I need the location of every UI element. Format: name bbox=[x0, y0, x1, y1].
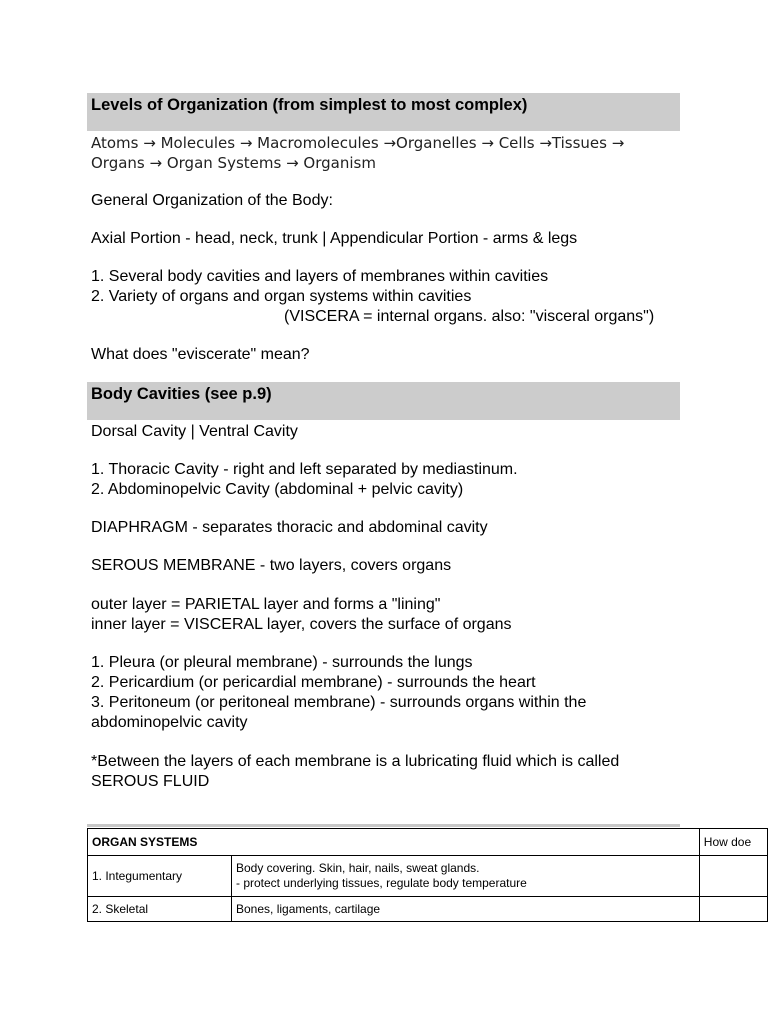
dorsal-ventral-text: Dorsal Cavity | Ventral Cavity bbox=[91, 423, 298, 440]
table-row bbox=[88, 856, 768, 897]
eviscerate-question: What does "eviscerate" mean? bbox=[91, 346, 310, 363]
levels-header-text: Levels of Organization (from simplest to most complex) bbox=[91, 96, 528, 114]
list-item: 2. Abdominopelvic Cavity (abdominal + pelvic cavity) bbox=[91, 481, 464, 498]
inner-layer-text: inner layer = VISCERAL layer, covers the surface of organs bbox=[91, 616, 512, 633]
cavities-section-header bbox=[87, 382, 680, 420]
outer-layer-text: outer layer = PARIETAL layer and forms a "lining" bbox=[91, 596, 441, 613]
table-row bbox=[88, 897, 768, 922]
description-line: - protect underlying tissues, regulate body temperature bbox=[236, 876, 527, 890]
viscera-note: (VISCERA = internal organs. also: "visceral organs") bbox=[284, 308, 655, 325]
organ-system-name: 2. Skeletal bbox=[88, 897, 232, 922]
general-organization-heading: General Organization of the Body: bbox=[91, 192, 333, 209]
organ-system-description: Bones, ligaments, cartilage bbox=[232, 897, 700, 922]
table-cell-empty bbox=[699, 897, 767, 922]
list-item-continuation: abdominopelvic cavity bbox=[91, 714, 248, 731]
description-line: Body covering. Skin, hair, nails, sweat glands. bbox=[236, 861, 480, 875]
serous-fluid-term: SEROUS FLUID bbox=[91, 773, 210, 790]
cavities-header-text: Body Cavities (see p.9) bbox=[91, 385, 272, 403]
levels-line-1: Atoms → Molecules → Macromolecules →Organelles → Cells →Tissues → bbox=[91, 134, 625, 152]
table-header-cell: ORGAN SYSTEMS bbox=[88, 829, 700, 856]
table-header-row bbox=[88, 829, 768, 856]
axial-appendicular-text: Axial Portion - head, neck, trunk | Appendicular Portion - arms & legs bbox=[91, 230, 578, 247]
diaphragm-text: DIAPHRAGM - separates thoracic and abdominal cavity bbox=[91, 519, 488, 536]
serous-fluid-note: *Between the layers of each membrane is a lubricating fluid which is called bbox=[91, 753, 620, 770]
organ-system-name: 1. Integumentary bbox=[88, 856, 232, 897]
serous-membrane-text: SEROUS MEMBRANE - two layers, covers organs bbox=[91, 557, 452, 574]
list-item: 1. Pleura (or pleural membrane) - surrounds the lungs bbox=[91, 654, 473, 671]
list-item: 1. Thoracic Cavity - right and left separated by mediastinum. bbox=[91, 461, 518, 478]
list-item: 2. Variety of organs and organ systems within cavities bbox=[91, 288, 472, 305]
list-item: 1. Several body cavities and layers of membranes within cavities bbox=[91, 268, 549, 285]
levels-section-header bbox=[87, 93, 680, 131]
table-header-right-cell: How doe bbox=[699, 829, 767, 856]
section-divider bbox=[87, 824, 680, 827]
list-item: 2. Pericardium (or pericardial membrane) - surrounds the heart bbox=[91, 674, 536, 691]
organ-systems-table bbox=[87, 828, 768, 922]
table-cell-empty bbox=[699, 856, 767, 897]
levels-line-2: Organs → Organ Systems → Organism bbox=[91, 154, 376, 172]
organ-system-description bbox=[232, 856, 700, 897]
list-item: 3. Peritoneum (or peritoneal membrane) - surrounds organs within the bbox=[91, 694, 587, 711]
